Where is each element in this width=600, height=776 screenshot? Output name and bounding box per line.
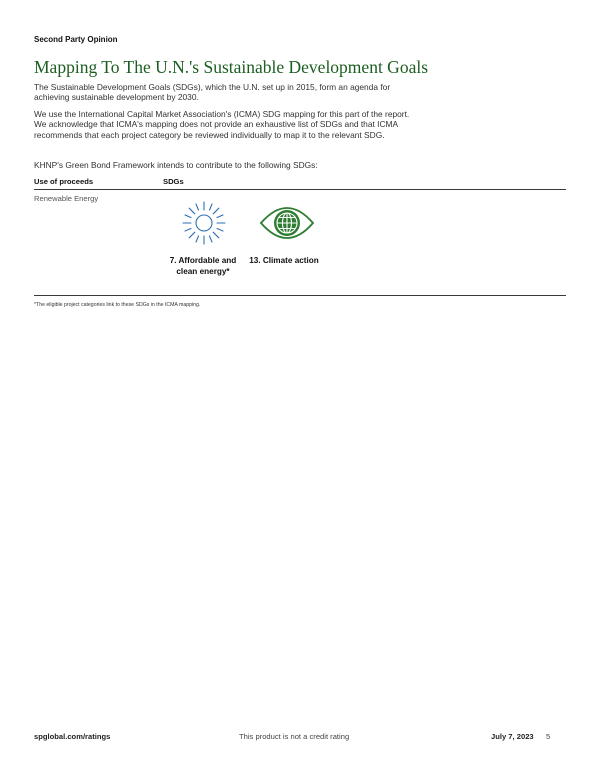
- column-header-use-of-proceeds: Use of proceeds: [34, 177, 94, 186]
- page-number: 5: [546, 732, 551, 741]
- framework-paragraph: KHNP's Green Bond Framework intends to contribute to the following SDGs:: [34, 160, 318, 170]
- footer-site-link[interactable]: spglobal.com/ratings: [34, 732, 111, 741]
- table-footnote: *The eligible project categories link to these SDGs in the ICMA mapping.: [34, 302, 201, 308]
- sdg-13-label: 13. Climate action: [249, 256, 319, 265]
- document-type-label: Second Party Opinion: [34, 35, 118, 44]
- column-header-sdgs: SDGs: [163, 177, 184, 186]
- intro-paragraph: The Sustainable Development Goals (SDGs), which the U.N. set up in 2015, form an agenda for achieving sustainable development by 2030.: [34, 82, 391, 103]
- table-row-use-of-proceeds: Renewable Energy: [34, 194, 99, 203]
- footer-disclaimer: This product is not a credit rating: [239, 732, 350, 741]
- sun-icon: [180, 199, 228, 247]
- table-top-divider: [34, 189, 566, 190]
- page-title: Mapping To The U.N.'s Sustainable Development Goals: [34, 57, 429, 77]
- methodology-paragraph: We use the International Capital Market Association's (ICMA) SDG mapping for this part of the report. We acknowledge that ICMA's mapping does not provide an exhaustive list of SDGs and that ICMA recommends that each project category be reviewed individually to map it to the relevant SDG.: [34, 109, 410, 140]
- sdg-7-label: 7. Affordable and clean energy*: [169, 256, 237, 276]
- globe-eye-icon: [259, 199, 307, 247]
- footer-date: July 7, 2023: [491, 732, 534, 741]
- table-bottom-divider: [34, 295, 566, 296]
